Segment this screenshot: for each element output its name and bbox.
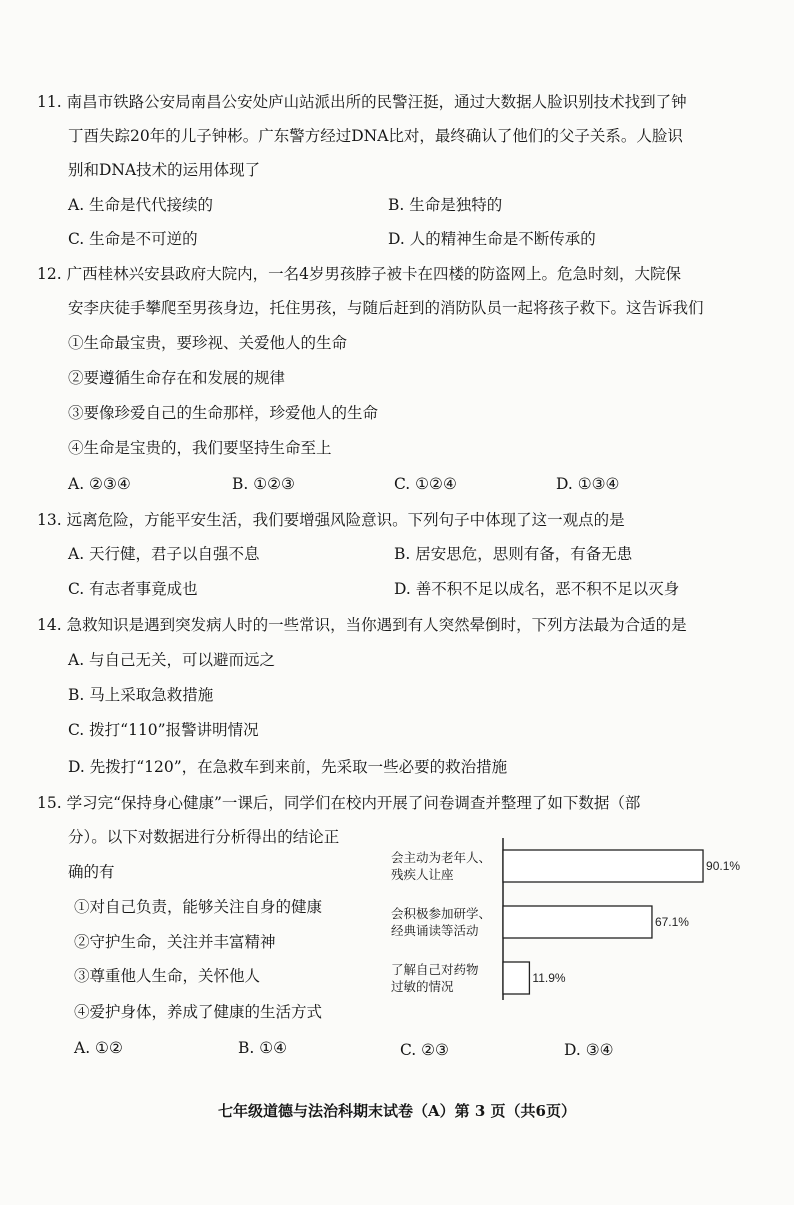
q12-item-2: ②要遵循生命存在和发展的规律	[68, 369, 286, 387]
q15-item-3: ③尊重他人生命，关怀他人	[74, 967, 261, 985]
q12-stem-line-2: 安李庆徒手攀爬至男孩身边，托住男孩，与随后赶到的消防队员一起将孩子救下。这告诉我们	[68, 299, 704, 317]
survey-bar-chart-svg	[385, 832, 745, 1012]
chart-category-label: 残疾人让座	[391, 867, 454, 882]
q13-option-c: C. 有志者事竟成也	[68, 580, 198, 598]
chart-category-label: 会主动为老年人、	[391, 850, 492, 865]
q14-option-a: A. 与自己无关，可以避而远之	[68, 651, 276, 669]
q15-item-2: ②守护生命，关注并丰富精神	[74, 933, 276, 951]
q15-option-b: B. ①④	[238, 1039, 288, 1057]
q11-stem-line-1: 11. 南昌市铁路公安局南昌公安处庐山站派出所的民警汪挺，通过大数据人脸识别技术找到了钟	[37, 93, 687, 111]
q15-option-a: A. ①②	[74, 1039, 123, 1057]
q12-stem-line-1: 12. 广西桂林兴安县政府大院内，一名4岁男孩脖子被卡在四楼的防盗网上。危急时刻，大院保	[37, 265, 681, 283]
q12-item-1: ①生命最宝贵，要珍视、关爱他人的生命	[68, 334, 348, 352]
chart-bar	[503, 850, 703, 882]
chart-category-label: 过敏的情况	[391, 979, 454, 994]
q11-option-c: C. 生命是不可逆的	[68, 230, 198, 248]
q15-option-c: C. ②③	[400, 1041, 449, 1059]
q14-stem-line-1: 14. 急救知识是遇到突发病人时的一些常识，当你遇到有人突然晕倒时，下列方法最为合适的是	[37, 616, 687, 634]
survey-bar-chart	[385, 832, 745, 1012]
q12-item-4: ④生命是宝贵的，我们要坚持生命至上	[68, 439, 332, 457]
chart-category-label: 会积极参加研学、	[391, 906, 492, 921]
q11-option-d: D. 人的精神生命是不断传承的	[388, 230, 596, 248]
q12-option-c: C. ①②④	[394, 475, 457, 493]
q15-item-4: ④爱护身体，养成了健康的生活方式	[74, 1003, 323, 1021]
q11-option-a: A. 生命是代代接续的	[68, 196, 214, 214]
q15-stem-line-3: 确的有	[68, 863, 115, 881]
chart-category-label: 经典诵读等活动	[391, 923, 479, 938]
chart-bar	[503, 906, 652, 938]
q13-option-a: A. 天行健，君子以自强不息	[68, 545, 260, 563]
chart-value-label: 11.9%	[532, 971, 566, 985]
q15-option-d: D. ③④	[564, 1041, 614, 1059]
q15-item-1: ①对自己负责，能够关注自身的健康	[74, 898, 323, 916]
q15-stem-line-1: 15. 学习完“保持身心健康”一课后，同学们在校内开展了问卷调查并整理了如下数据（部	[37, 794, 641, 812]
q12-option-d: D. ①③④	[556, 475, 620, 493]
q13-option-b: B. 居安思危，思则有备，有备无患	[394, 545, 633, 563]
q11-option-b: B. 生命是独特的	[388, 196, 503, 214]
q11-stem-line-2: 丁酉失踪20年的儿子钟彬。广东警方经过DNA比对，最终确认了他们的父子关系。人脸识	[68, 127, 683, 145]
chart-value-label: 90.1%	[706, 859, 741, 873]
q14-option-b: B. 马上采取急救措施	[68, 686, 214, 704]
q12-option-a: A. ②③④	[68, 475, 131, 493]
q13-option-d: D. 善不积不足以成名，恶不积不足以灭身	[394, 580, 680, 598]
chart-value-label: 67.1%	[654, 915, 689, 929]
page-footer: 七年级道德与法治科期末试卷（A）第 3 页（共6页）	[218, 1102, 576, 1120]
q12-item-3: ③要像珍爱自己的生命那样，珍爱他人的生命	[68, 404, 379, 422]
chart-bar	[503, 962, 529, 994]
q11-stem-line-3: 别和DNA技术的运用体现了	[68, 161, 261, 179]
q12-option-b: B. ①②③	[232, 475, 295, 493]
chart-category-label: 了解自己对药物	[391, 962, 479, 977]
q14-option-c: C. 拨打“110”报警讲明情况	[68, 721, 259, 739]
q15-stem-line-2: 分）。以下对数据进行分析得出的结论正	[68, 828, 340, 846]
q13-stem-line-1: 13. 远离危险，方能平安生活，我们要增强风险意识。下列句子中体现了这一观点的是	[37, 511, 625, 529]
q14-option-d: D. 先拨打“120”，在急救车到来前，先采取一些必要的救治措施	[68, 758, 508, 776]
